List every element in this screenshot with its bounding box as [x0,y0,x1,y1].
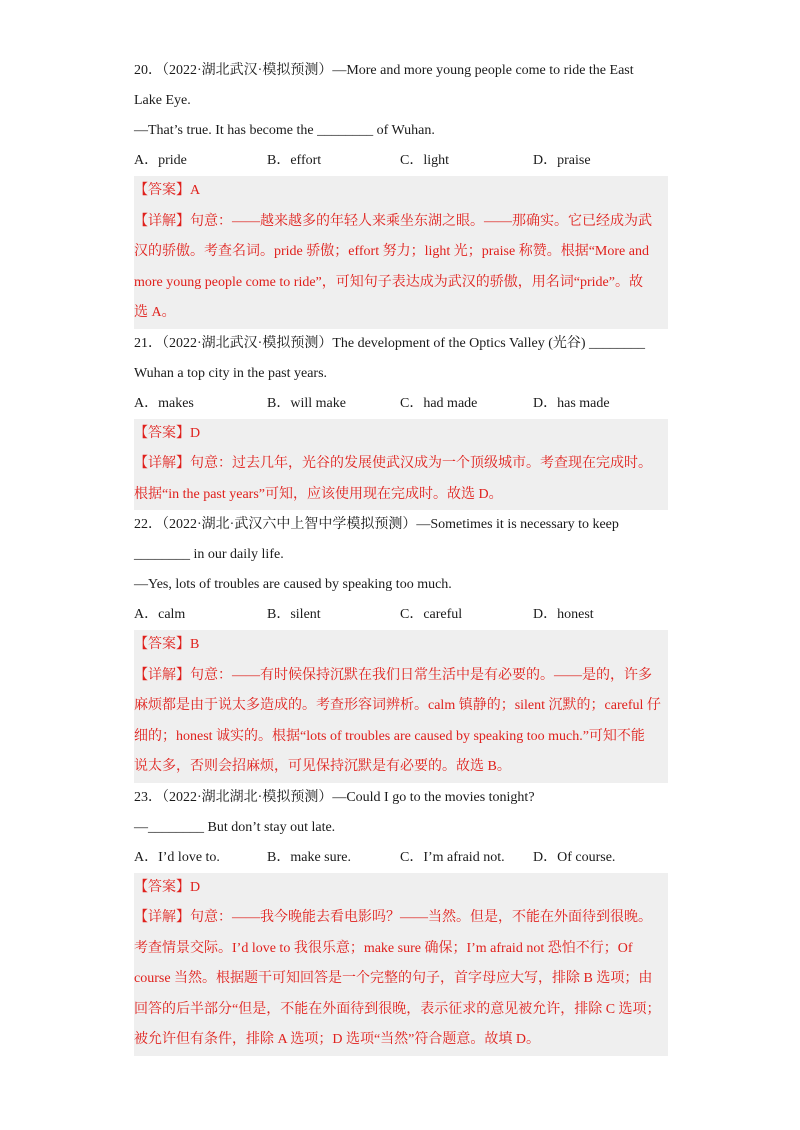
option-c: C．had made [400,395,478,411]
options-row [134,600,666,630]
explanation-line: 说太多，否则会招麻烦，可见保持沉默是有必要的。故选 B。 [134,759,511,774]
options-row [134,146,666,176]
question-stem-line: Lake Eye. [134,93,191,108]
answer-label: 【答案】D [134,879,201,895]
answer-label: 【答案】B [134,637,200,652]
explanation-line: 根据“in the past years”可知，应该使用现在完成时。故选 D。 [134,486,503,502]
option-d: D．Of course. [533,849,616,865]
options-row [134,843,666,873]
option-b: B．make sure. [267,849,351,865]
question-stem-line: 22．（2022·湖北·武汉六中上智中学模拟预测）—Sometimes it is necessary to keep [134,517,619,532]
answer-block [134,630,668,783]
question-stem-line: —Yes, lots of troubles are caused by speaking too much. [134,577,452,592]
option-b: B．effort [267,153,322,168]
question-stem-line: ________ in our daily life. [134,547,284,562]
question-stem-line: —________ But don’t stay out late. [134,819,336,835]
explanation-line: 【详解】句意：——有时候保持沉默在我们日常生活中是有必要的。——是的，许多 [134,667,652,683]
option-b: B．silent [267,607,321,622]
question-stem-line: 21．（2022·湖北武汉·模拟预测）The development of the Optics Valley (光谷) ________ [134,335,646,351]
option-d: D．honest [533,607,594,622]
option-b: B．will make [267,395,346,411]
options-row [134,389,666,419]
option-d: D．has made [533,395,610,411]
explanation-line: 细的；honest 诚实的。根据“lots of troubles are caused by speaking too much.”可知不能 [134,728,645,744]
option-c: C．I’m afraid not. [400,849,505,865]
option-a: A．I’d love to. [134,849,220,865]
question-list [134,56,666,1056]
option-a: A．calm [134,607,186,622]
explanation-line: 【详解】句意：过去几年，光谷的发展使武汉成为一个顶级城市。考查现在完成时。 [134,456,652,471]
explanation-line: 被允许但有条件，排除 A 选项；D 选项“当然”符合题意。故填 D。 [134,1032,540,1047]
answer-label: 【答案】D [134,425,201,441]
explanation-line: 麻烦都是由于说太多造成的。考查形容词辨析。calm 镇静的；silent 沉默的；careful 仔 [134,698,661,713]
option-c: C．light [400,153,450,168]
explanation-line: 【详解】句意：——越来越多的年轻人来乘坐东湖之眼。——那确实。它已经成为武 [134,213,652,229]
explanation-line: course 当然。根据题干可知回答是一个完整的句子，首字母应大写，排除 B 选项；由 [134,971,653,986]
explanation-line: 回答的后半部分“但是，不能在外面待到很晚，表示征求的意见被允许，排除 C 选项； [134,1001,661,1017]
answer-block [134,419,668,511]
question-stem-line: 20．（2022·湖北武汉·模拟预测）—More and more young people come to ride the East [134,63,634,78]
question-stem-line: Wuhan a top city in the past years. [134,365,328,381]
option-a: A．makes [134,395,194,411]
explanation-line: 【详解】句意：——我今晚能去看电影吗？——当然。但是，不能在外面待到很晚。 [134,910,652,925]
question-21 [134,329,666,511]
explanation-line: 选 A。 [134,305,176,320]
answer-block [134,176,668,329]
option-a: A．pride [134,153,187,168]
explanation-line: 汉的骄傲。考查名词。pride 骄傲；effort 努力；light 光；praise 称赞。根据“More and [134,244,649,259]
question-22 [134,510,666,783]
option-c: C．careful [400,607,463,622]
explanation-line: 考查情景交际。I’d love to 我很乐意；make sure 确保；I’m afraid not 恐怕不行；Of [134,940,633,956]
answer-label: 【答案】A [134,183,201,198]
question-stem-line: 23．（2022·湖北湖北·模拟预测）—Could I go to the movies tonight? [134,789,535,805]
question-23 [134,783,666,1056]
question-stem-line: —That’s true. It has become the ________ of Wuhan. [134,123,435,138]
explanation-line: more young people come to ride”，可知句子表达成为武汉的骄傲，用名词“pride”。故 [134,274,643,290]
question-20 [134,56,666,329]
option-d: D．praise [533,153,591,168]
answer-block [134,873,668,1056]
